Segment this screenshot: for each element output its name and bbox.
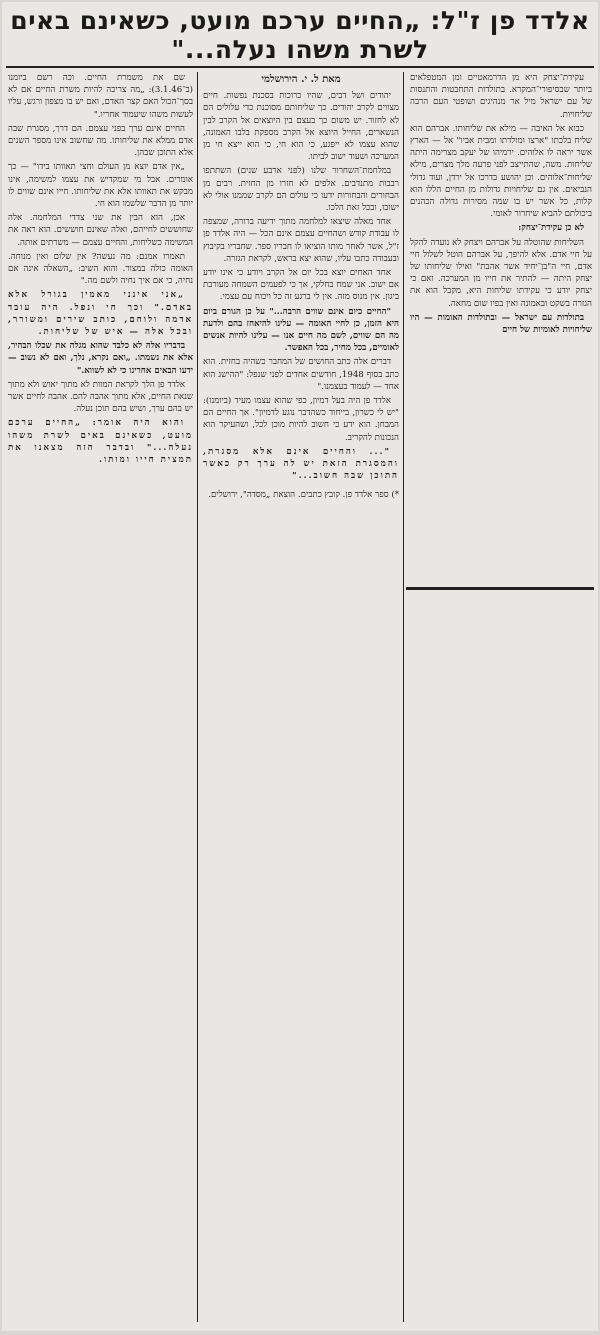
paragraph: כבוא אל האיבה — מילא את שליחותו. אברהם הוא שליח בלכתו "ארצו ומולדתו ומבית אביו" אל — הארץ אשר יראה לו אלוהים. ירמיהו של יעקב מצרימה היתה שליחות. משה, שהתייצב לפני פרעה מלך מצרים, מילא שליחות־אלוהים. וכן יהושע בדרכו אל ירדן, ועוד גדולי הנביאים. אין גם שליחויות גדולות מן החיים הללו הוא קלות, כל אשר יש בו שמה מסירות גדולה הכהנים ביכולתם להביא שיחרור לאומי.: [410, 123, 592, 220]
paragraph: בדבריו אלה לא כלבד שהוא מגלה את שכלו הבהיר, אלא את נשמתו. „ואם נקרא, נלך, ואם לא נשוב — ידעו הבאים אחרינו כי לא לשווא.": [8, 341, 193, 376]
paragraph-heading: לא כן עקידת־יצחק:: [518, 223, 584, 234]
paragraph: השליחות שהוטלה על אברהם ויצחק לא נועדה להקל על חיי אדם. אלא להיפך, על אברהם הוטל לשלול חיי אדם, חיי ה"בן־יחיד אשר אהבת" ואילו שליחותו של יצחק היתה — להתיר את חייו מן המערכה. ואם כי יצחק יודע כי עקידתו שליחות היא, מקבל הוא את הגזרה בשקט ובאמונה ואין בפיו שום מחאה.: [410, 237, 592, 309]
paragraph-quote: והוא היה אומר: „החיים ערכם מועט, כשאינם באים לשרת משהו נעלה..." ובדבר הזה מצאנו את תמצית חייו ומותו.: [8, 418, 193, 466]
headline-line2: לשרת משהו נעלה...": [171, 35, 429, 64]
paragraph: יהודים ושל דבים, שהיו כרוכות בסכנת נפשות. חיים מצווים לקרב יהודים. כך שליחותם מסוכנת כדי עלולים הם לא לחזור. יש משום כך בעצם בין היוצאים אל הקרב לבין הנשארים, החייל היוצא אל הקרב מספקת בלבו האמונה, שהוא עצמו לא ייפגע, כי הוא חי, כי הוא ייצא חי מן המערכה ושעוד ישוב לביתו.: [203, 91, 399, 163]
paragraph: בתולדות עם ישראל — ובתולדות האומות — היו שליחויות לאומיות של חיים: [410, 312, 592, 336]
paragraph: "החיים כיום אינם שווים הרבה..." על כן הגורם ביום היא הזמן, כן לחיי האומה — עלינו להיאחז בהם ולדעת מה הם שווים, לשם מה חיים אנו — עלינו להיות אנשים לאומיים, בכל מחיר, בכל האפשר.: [203, 306, 399, 354]
paragraph-quote: "... והחיים אינם אלא מסגרת, והמסגרת הזאת יש לה ערך רק כאשר התוכן שבה חשוב...": [203, 446, 399, 482]
column-divider-1: [403, 72, 404, 1322]
byline: מאת ל. י. הירושלמי: [261, 74, 341, 85]
paragraph: „אין אדם יוצא מן העולם וחצי תאוותו בידו" — כך אומרים. אבל מי שמקדיש את עצמו למשימה, אינו מבקש את תאוותו אלא את שליחותו. חייו אינם שווים לו יותר מן הדבר שלשמו הוא חי.: [8, 162, 193, 210]
paragraph: שם את משמרת החיים. וכה רשם ביומנו (ב־3.1.46): „מה צריכה להיות משרת החיים אם לא בסך־הכול האם קצר האדם, ואם יש בו מצפון ורגש, עליו לעשות משהו שיעמוד אחריו.": [8, 73, 193, 120]
paragraph: אלדד פן הלך לקראת המוות לא מתוך יאוש ולא מתוך שנאת החיים, אלא מתוך אהבה להם. אהבה לחיים אשר יש בהם ערך, ושיש בהם תוכן נעלה.: [8, 379, 193, 415]
paragraph: אחד האחים יוצא בכל יום אל הקרב ויודע כי אינו יודע אם ישוב. אני שמח בחלקי, אך כי לפעמים השמחה מעורבת ביגון. אין מנוס מזה. אין לי ברגע זה כל ויכוח עם עצמי.: [203, 268, 399, 303]
newspaper-page: [2, 2, 598, 1331]
top-rule: [6, 66, 594, 68]
paragraph: החיים אינם ערך בפני עצמם. הם דרך, מסגרת שבה אדם ממלא את שליחותו. מה שחשוב אינו מספר השנים אלא התוכן שבהן.: [8, 123, 193, 159]
paragraph: תאמרו אמנם: מה נעשה? אין שלום ואין מנוחה. האומה כולה במצור. והוא השיב: „השאלה אינה אם נחיה, כי אם איך נחיה ולשם מה.": [8, 251, 193, 287]
right-column-end-rule: [406, 587, 594, 590]
paragraph: דברים אלה כתב החושים של המחבר כשהיה בחזית. הוא כתב בסוף 1948, חודשים אחדים לפני שנפל: "ההישג הוא אחד — לעמוד בעצמנו.": [203, 357, 399, 392]
paragraph: במלחמת־השחרור שלנו (לפני ארבע שנים) השתתפו רבבות מתנדבים. אלפים לא חזרו מן החזית. רבים מן הבחורים והבחורות ידעו כי עולים הם לקרב שממנו אולי לא ישובו, ובכל זאת הלכו.: [203, 166, 399, 214]
column-right: [410, 72, 592, 582]
column-divider-2: [197, 72, 198, 1322]
column-left: [8, 72, 193, 1327]
paragraph: אחד מאלה שיצאו למלחמה מתוך ידיעה ברורה, שמצפה לו עבודת קודש ושהחיים עצמם אינם הכל — היה אלדד פן ז"ל, אשר לאחר מותו הוציאו לו חבריו ספר. שחבריו בקיבוץ ובעבודה כתבו עליו, שהוא יצא בראש, לקראת הגזרה.: [203, 217, 399, 264]
paragraph: אלדד פן היה בעל דמיון, כפי שהוא עצמו מעיד (ביומנו): "יש לי כשרון, בייחוד כשהדבר נוגע לדמיון". אך החיים הם המבחן. הוא ידע כי חשוב להיות מוכן לכל, ושהעיקר הוא הנכונות להקריב.: [203, 396, 399, 443]
paragraph: אכן, הוא הבין את שני צדדי המלחמה. אלה שחוששים לחייהם, ואלה שאינם חוששים. הוא ראה את המשימה כשליחות, והחיים עצמם — משרתים אותה.: [8, 213, 193, 248]
paragraph: עקידת־יצחק היא מן הדרמאטיים ומן המטפלאים ביותר שבסיפורי־המקרא. בתולדות התחבטות והתנסות של עם ישראל מיל אר מנהיגים ושופטי העם הרבה שליחויות.: [410, 73, 592, 120]
paragraph-quote: „אני אינני מאמין בגורל אלא באדם." וכך חי ונפל. היה עובד אדמה ולוחם, כותב שירים ומשורר, ובכל אלה — איש של שליחות.: [8, 290, 193, 338]
headline-line1: אלדד פן ז"ל: „החיים ערכם מועט, כשאינם באים: [10, 6, 590, 35]
footnote: *) ספר אלדד פן. קובץ כתבים. הוצאת „מסדה", ירושלים.: [208, 489, 399, 500]
column-middle: [203, 72, 399, 1327]
